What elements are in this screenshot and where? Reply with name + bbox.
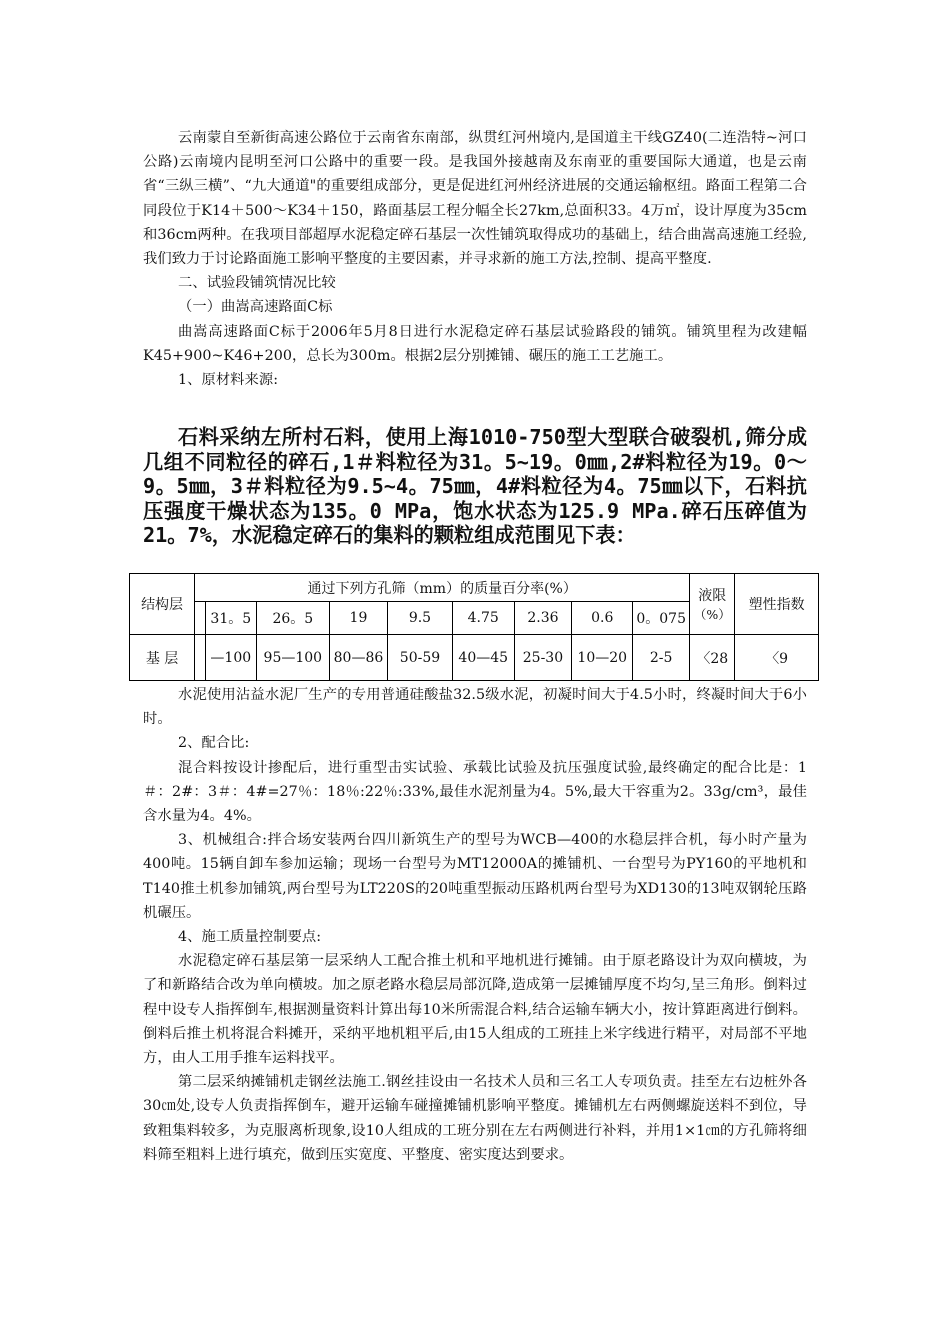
value-blank-cell [195, 635, 206, 681]
sieve-size-cell: 19 [329, 602, 387, 635]
mix-ratio-paragraph: 混合料按设计掺配后，进行重型击实试验、承载比试验及抗压强度试验,最终确定的配合比是：1＃：2#：3＃：4#=27％：18％:22％:33%,最佳水泥剂量为4。5%,最大干容重为2。33g/cm³，最佳含水量为4。4%。 [143, 759, 807, 825]
value-cell: 95—100 [256, 635, 329, 681]
value-cell: 50-59 [387, 635, 452, 681]
lower-text-block [143, 683, 807, 1167]
liquid-limit-label: 液限 [698, 588, 727, 604]
item-4-heading: 4、施工质量控制要点: [178, 929, 322, 946]
value-cell: 2-5 [633, 635, 690, 681]
plasticity-index-value: 〈9 [735, 635, 819, 681]
raw-material-paragraph: 石料采纳左所村石料，使用上海1010-750型大型联合破裂机,筛分成几组不同粒径的碎石,1＃料粒径为31。5~19。0㎜,2#料粒径为19。0～9。5㎜，3＃料粒径为9.5~4。75㎜，4#料粒径为4。75㎜以下，石料抗压强度干燥状态为135。0 MPa，饱水状态为125.9 MPa.碎石压碎值为21。7%，水泥稳定碎石的集料的颗粒组成范围见下表： [143, 425, 807, 547]
value-cell: —100 [205, 635, 256, 681]
section-2-heading: 二、试验段铺筑情况比较 [178, 275, 336, 292]
liquid-limit-unit: （%） [693, 607, 731, 622]
value-cell: 80—86 [329, 635, 387, 681]
first-layer-paragraph: 水泥稳定碎石基层第一层采纳人工配合推土机和平地机进行摊铺。由于原老路设计为双向横坡，为了和新路结合改为单向横坡。加之原老路水稳层局部沉降,造成第一层摊铺厚度不均匀,呈三角形。倒料过程中设专人指挥倒车,根据测量资料计算出每10米所需混合料,结合运输车辆大小，按计算距离进行倒料。倒料后推土机将混合料摊开，采纳平地机粗平后,由15人组成的工班挂上米字线进行精平，对局部不平地方，由人工用手推车运料找平。 [143, 953, 807, 1067]
cement-paragraph: 水泥使用沾益水泥厂生产的专用普通硅酸盐32.5级水泥，初凝时间大于4.5小时，终凝时间大于6小时。 [143, 687, 807, 728]
sieve-blank-cell [195, 602, 206, 635]
subsection-1-paragraph: 曲嵩高速路面C标于2006年5月8日进行水泥稳定碎石基层试验路段的铺筑。铺筑里程为改建幅K45+900~K46+200，总长为300m。根据2层分别摊铺、碾压的施工工艺施工。 [143, 323, 807, 364]
sieve-size-cell: 4.75 [452, 602, 514, 635]
sieve-size-cell: 31。5 [205, 602, 256, 635]
value-cell: 10—20 [572, 635, 633, 681]
header-plasticity-index: 塑性指数 [735, 574, 819, 635]
item-2-heading: 2、配合比: [178, 735, 250, 752]
machinery-paragraph: 3、机械组合:拌合场安装两台四川新筑生产的型号为WCB—400的水稳层拌合机，每小时产量为400吨。15辆自卸车参加运输；现场一台型号为MT12000A的摊铺机、一台型号为PY160的平地机和T140推土机参加铺筑,两台型号为LT220S的20吨重型振动压路机两台型号为XD130的13吨双钢轮压路机碾压。 [143, 832, 807, 921]
sieve-size-cell: 9.5 [387, 602, 452, 635]
intro-paragraph: 云南蒙自至新街高速公路位于云南省东南部，纵贯红河州境内,是国道主干线GZ40(二连浩特~河口公路)云南境内昆明至河口公路中的重要一段。是我国外接越南及东南亚的重要国际大通道，也是云南省“三纵三横”、“九大通道"的重要组成部分，更是促进红河州经济进展的交通运输枢纽。路面工程第二合同段位于K14＋500～K34＋150，路面基层工程分幅全长27km,总面积33。4万㎡，设计厚度为35cm和36cm两种。在我项目部超厚水泥稳定碎石基层一次性铺筑取得成功的基础上，结合曲嵩高速施工经验,我们致力于讨论路面施工影响平整度的主要因素，并寻求新的施工方法,控制、提高平整度. [143, 130, 807, 268]
header-structure-layer: 结构层 [130, 574, 195, 635]
sieve-size-cell: 2.36 [514, 602, 572, 635]
value-cell: 25-30 [514, 635, 572, 681]
row-label-base: 基 层 [130, 635, 195, 681]
header-liquid-limit [690, 574, 735, 635]
subsection-1-heading: （一）曲嵩高速路面C标 [178, 299, 333, 316]
sieve-size-cell: 26。5 [256, 602, 329, 635]
sieve-size-cell: 0.6 [572, 602, 633, 635]
sieve-size-cell: 0。075 [633, 602, 690, 635]
gradation-table [129, 573, 819, 681]
header-passing-percentage: 通过下列方孔筛（mm）的质量百分率(%） [195, 574, 690, 602]
upper-text-block [143, 126, 807, 392]
value-cell: 40—45 [452, 635, 514, 681]
second-layer-paragraph: 第二层采纳摊铺机走钢丝法施工.钢丝挂设由一名技术人员和三名工人专项负责。挂至左右边桩外各30㎝处,设专人负责指挥倒车，避开运输车碰撞摊铺机影响平整度。摊铺机左右两侧螺旋送料不到位，导致粗集料较多，为克服离析现象,设10人组成的工班分别在左右两侧进行补料，并用1×1㎝的方孔筛将细料筛至粗料上进行填充，做到压实宽度、平整度、密实度达到要求。 [143, 1074, 807, 1163]
item-1-heading: 1、原材料来源: [178, 372, 279, 389]
liquid-limit-value: 〈28 [690, 635, 735, 681]
table-row [130, 635, 819, 681]
